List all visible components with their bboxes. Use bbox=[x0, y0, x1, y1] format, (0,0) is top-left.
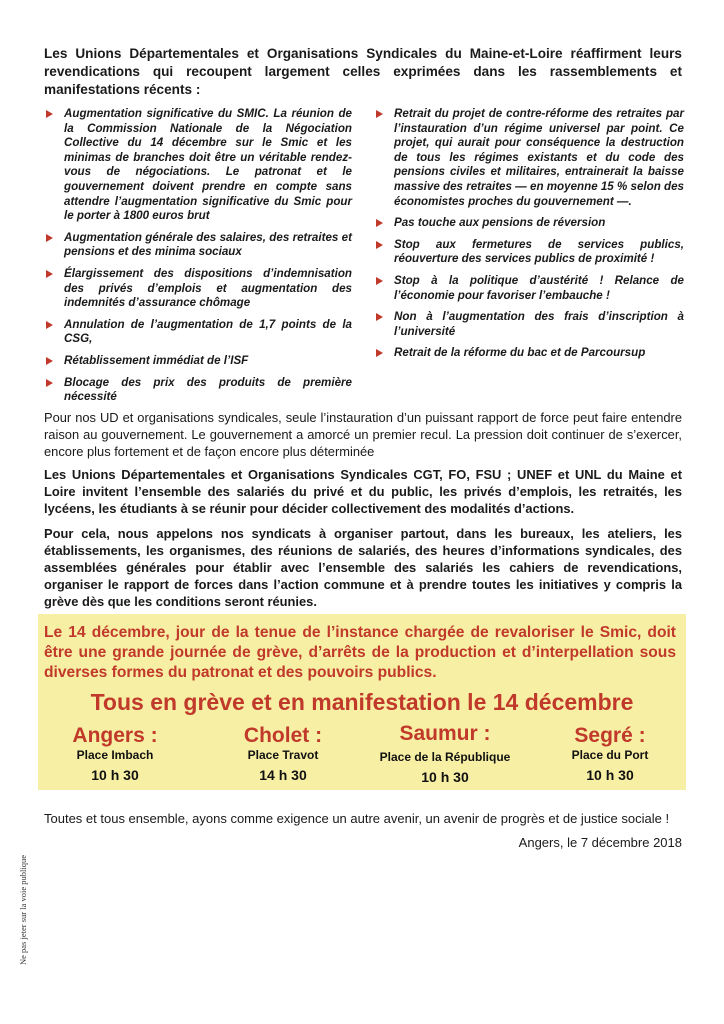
strike-banner bbox=[38, 614, 686, 790]
right-demands-column bbox=[374, 107, 684, 368]
triangle-bullet-icon bbox=[376, 219, 383, 227]
city-name: Angers : bbox=[72, 724, 158, 747]
city-place: Place de la République bbox=[379, 750, 511, 764]
triangle-bullet-icon bbox=[46, 234, 53, 242]
city-time: 10 h 30 bbox=[91, 767, 139, 783]
triangle-bullet-icon bbox=[376, 277, 383, 285]
city-time: 10 h 30 bbox=[586, 767, 634, 783]
triangle-bullet-icon bbox=[46, 357, 53, 365]
demand-item: Retrait de la réforme du bac et de Parcoursup bbox=[374, 346, 684, 361]
demand-item: Augmentation significative du SMIC. La réunion de la Commission Nationale de la Négociation Collective du 14 décembre sur le Smic et les minimas de branches doit être un véritable rendez-vous de négociations. Le patronat et le gouvernement doivent prendre en compte sans attendre l’augmentation significative du Smic pour le porter à 1800 euros brut bbox=[44, 107, 352, 224]
demand-item: Rétablissement immédiat de l’ISF bbox=[44, 354, 352, 369]
banner-title: Tous en grève et en manifestation le 14 décembre bbox=[90, 689, 634, 715]
city-name: Cholet : bbox=[243, 724, 323, 747]
city-place: Place Imbach bbox=[76, 748, 154, 762]
triangle-bullet-icon bbox=[46, 110, 53, 118]
demand-item: Stop à la politique d’austérité ! Relance de l’économie pour favoriser l’embauche ! bbox=[374, 274, 684, 303]
demand-item: Stop aux fermetures de services publics, réouverture des services publics de proximité ! bbox=[374, 238, 684, 267]
demand-item: Pas touche aux pensions de réversion bbox=[374, 216, 684, 231]
triangle-bullet-icon bbox=[46, 379, 53, 387]
triangle-bullet-icon bbox=[376, 110, 383, 118]
litter-notice: Ne pas jeter sur la voie publique bbox=[18, 855, 28, 965]
city-angers bbox=[40, 724, 190, 784]
demand-item: Blocage des prix des produits de première nécessité bbox=[44, 376, 352, 405]
city-segre bbox=[535, 724, 685, 784]
banner-text: Le 14 décembre, jour de la tenue de l’instance chargée de revaloriser le Smic, doit être une grande journée de grève, d’arrêts de la production et d’interpellation sous diverses formes du patronat et des pouvoirs publics. bbox=[44, 624, 676, 681]
city-cholet bbox=[208, 724, 358, 784]
city-place: Place Travot bbox=[247, 748, 319, 762]
demand-item: Augmentation générale des salaires, des retraites et pensions et des minima sociaux bbox=[44, 231, 352, 260]
demand-item: Retrait du projet de contre-réforme des retraites par l’instauration d’un régime universel par point. Ce projet, qui aurait pour conséquence la destruction de tous les régimes existants et du code des pensions civiles et militaires, entrainerait la baisse massive des retraites — en moyenne 15 % selon des économistes proches du gouvernement —. bbox=[374, 107, 684, 209]
left-demands-column bbox=[44, 107, 352, 412]
demand-item: Non à l’augmentation des frais d’inscription à l’université bbox=[374, 310, 684, 339]
city-place: Place du Port bbox=[571, 748, 649, 762]
call-to-action-paragraph: Pour cela, nous appelons nos syndicats à organiser partout, dans les bureaux, les ateliers, les établissements, les organismes, des réunions de salariés, des heures d’informations syndicales, des assemblées générales pour établir avec l’ensemble des salariés les cahiers de revendications, organiser le rapport de forces dans l’action commune et à prendre toutes les initiatives y compris la grève dès que les conditions seront réunies. bbox=[44, 526, 682, 609]
triangle-bullet-icon bbox=[376, 349, 383, 357]
intro-paragraph: Les Unions Départementales et Organisations Syndicales du Maine-et-Loire réaffirment leurs revendications qui recoupent largement celles exprimées dans les rassemblements et manifestations récents : bbox=[44, 46, 682, 97]
closing-line: Toutes et tous ensemble, ayons comme exigence un autre avenir, un avenir de progrès et de justice sociale ! bbox=[44, 811, 670, 826]
demand-item: Élargissement des dispositions d’indemnisation des privés d’emplois et augmentation des indemnités d’assurance chômage bbox=[44, 267, 352, 311]
city-name: Saumur : bbox=[399, 722, 491, 745]
signature-date: Angers, le 7 décembre 2018 bbox=[518, 835, 682, 850]
triangle-bullet-icon bbox=[376, 241, 383, 249]
city-saumur bbox=[370, 722, 520, 786]
triangle-bullet-icon bbox=[46, 321, 53, 329]
city-name: Segré : bbox=[574, 724, 646, 747]
pressure-paragraph: Pour nos UD et organisations syndicales, seule l’instauration d’un puissant rapport de force peut faire entendre raison au gouvernement. Le gouvernement a amorcé un premier recul. La pression doit continuer de s’exercer, encore plus fortement et de façon encore plus déterminée bbox=[44, 410, 682, 459]
city-time: 10 h 30 bbox=[421, 769, 469, 785]
city-time: 14 h 30 bbox=[259, 767, 307, 783]
triangle-bullet-icon bbox=[376, 313, 383, 321]
triangle-bullet-icon bbox=[46, 270, 53, 278]
invitation-paragraph: Les Unions Départementales et Organisations Syndicales CGT, FO, FSU ; UNEF et UNL du Maine et Loire invitent l’ensemble des salariés du privé et du public, les privés d’emplois, les retraités, les lycéens, les étudiants à se réunir pour décider collectivement des modalités d’actions. bbox=[44, 467, 682, 516]
demand-item: Annulation de l’augmentation de 1,7 points de la CSG, bbox=[44, 318, 352, 347]
